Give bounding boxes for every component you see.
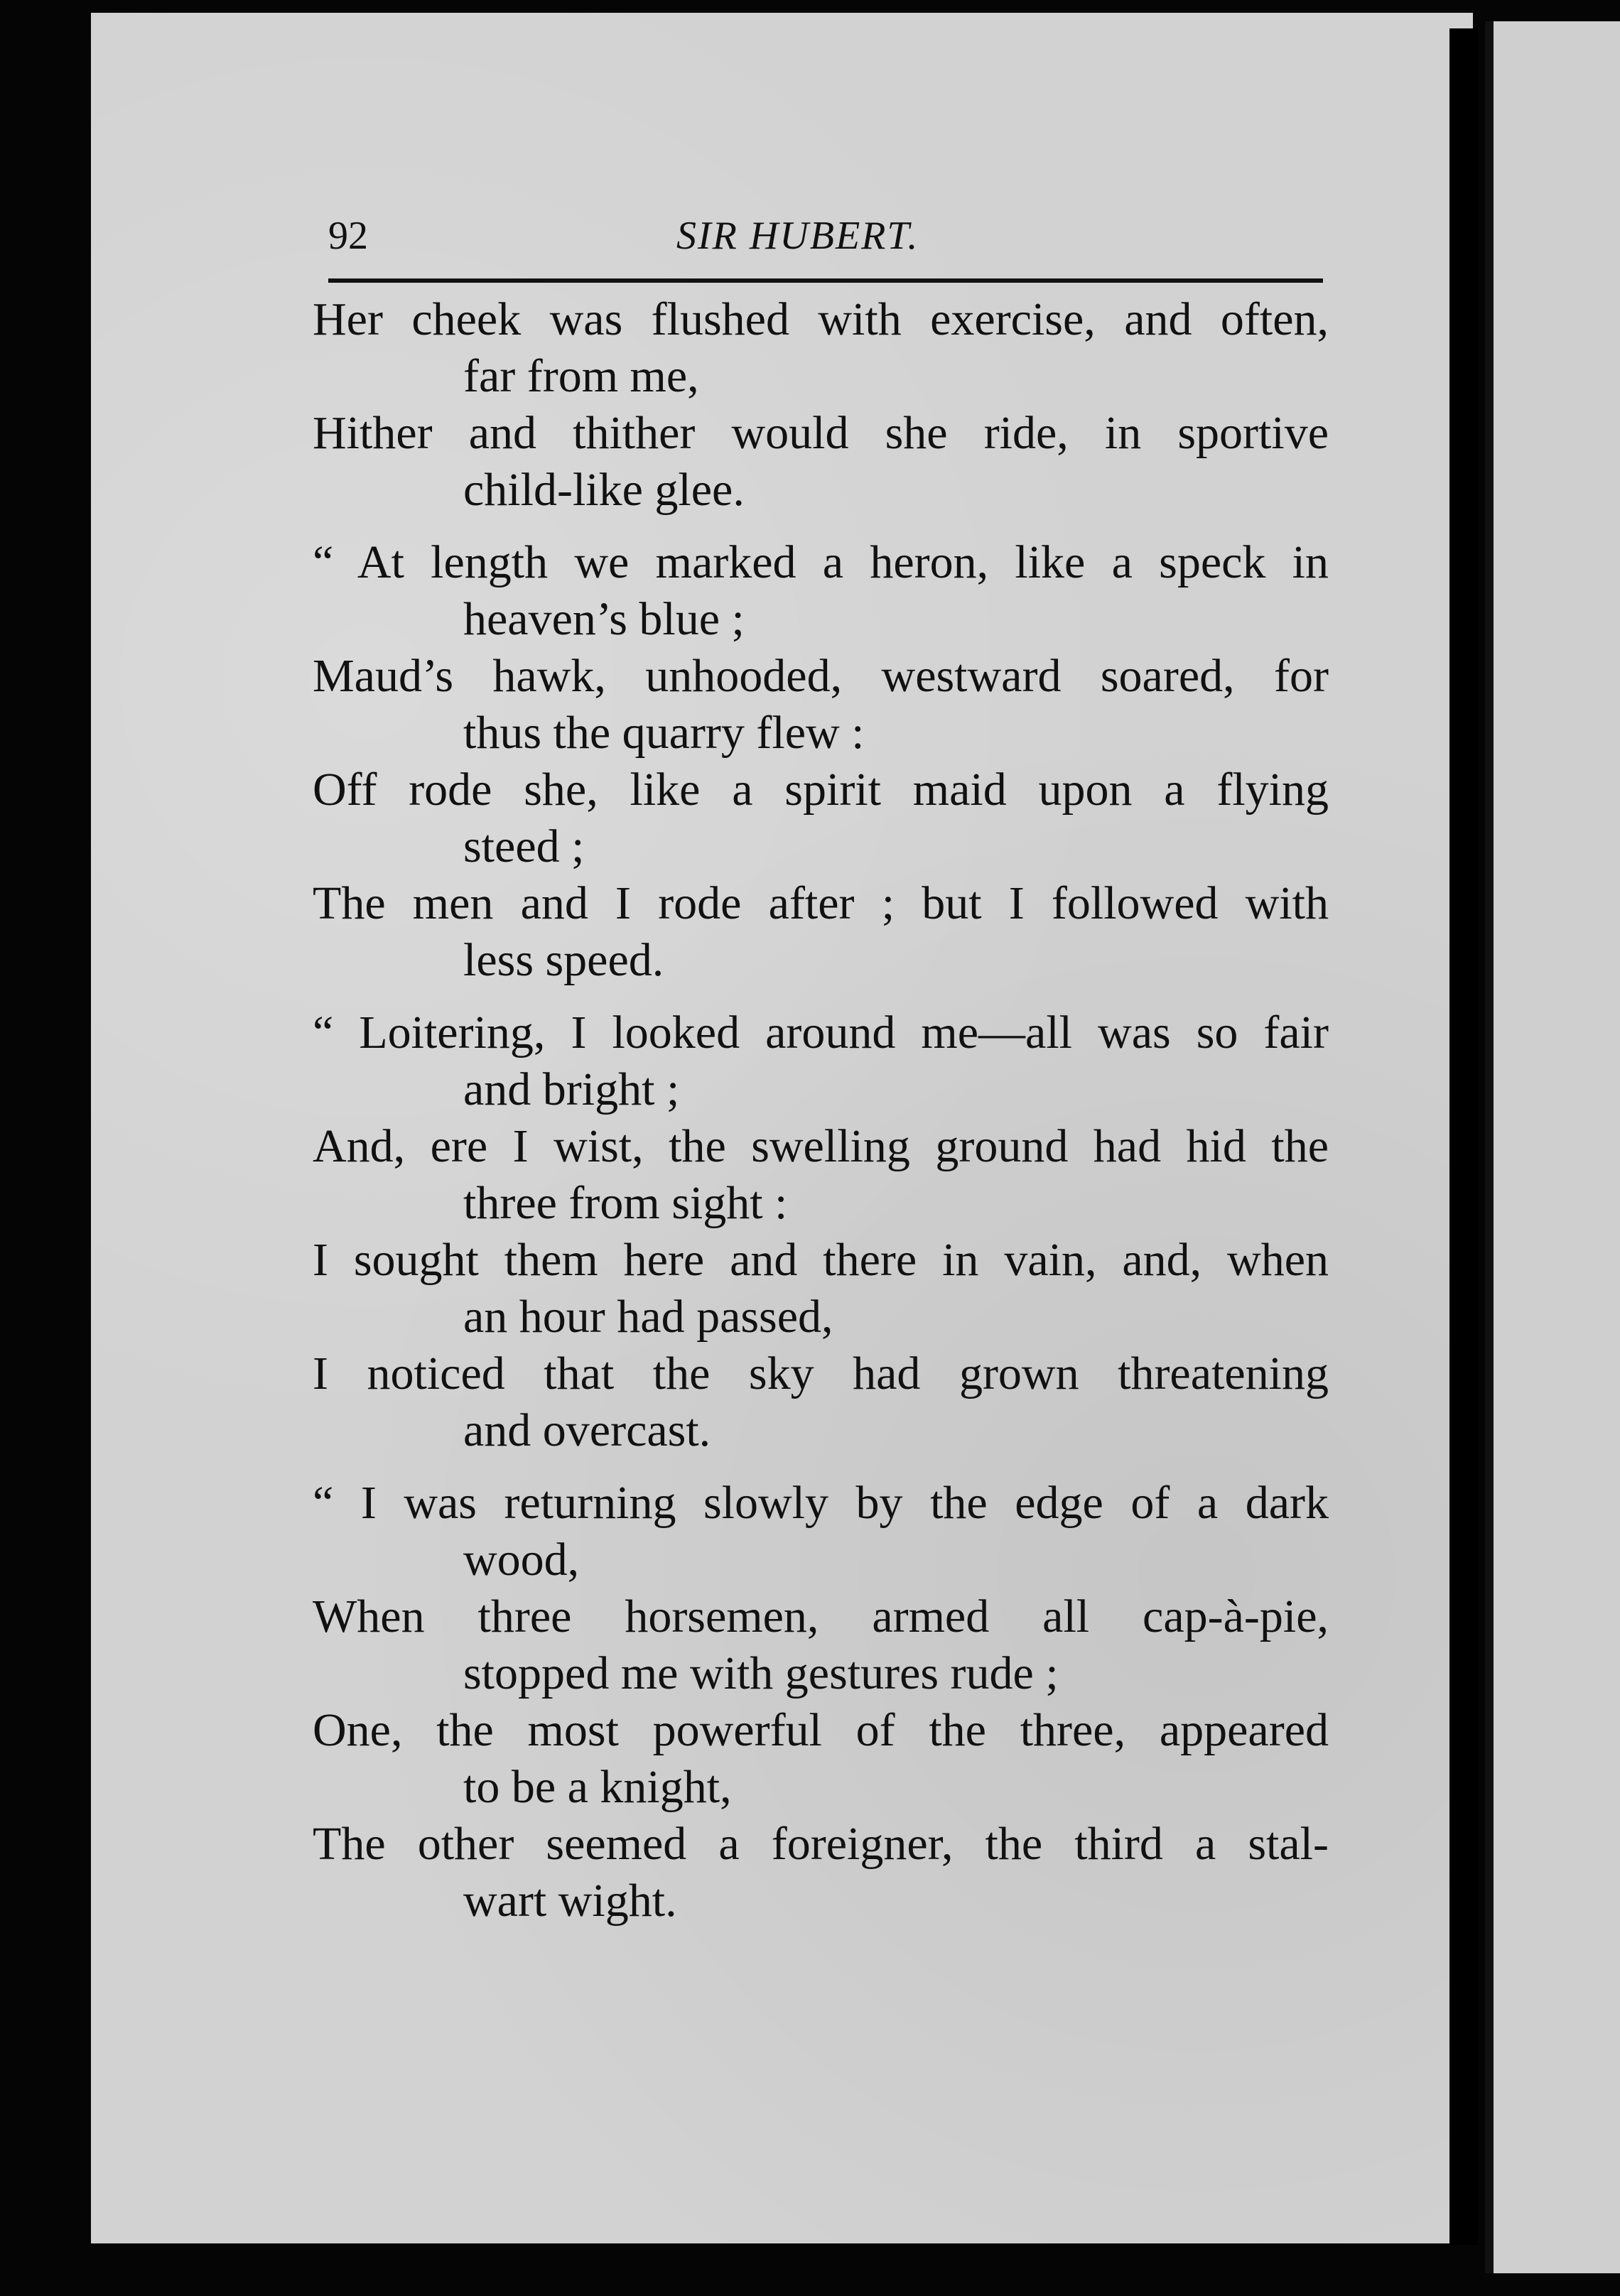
- verse-line: Maud’s hawk, unhooded, westward soared, for: [313, 650, 1329, 702]
- verse-continuation: wood,: [463, 1534, 580, 1586]
- running-header: [328, 213, 1323, 270]
- verse-line: The other seemed a foreigner, the third a stal-: [313, 1818, 1329, 1870]
- verse-line: I noticed that the sky had grown threatening: [313, 1348, 1329, 1399]
- stanza: [313, 1475, 1329, 1929]
- verse-continuation: heaven’s blue ;: [463, 593, 745, 645]
- verse-continuation: an hour had passed,: [463, 1291, 833, 1343]
- verse-continuation: and bright ;: [463, 1063, 680, 1115]
- verse-line: The men and I rode after ; but I followed with: [313, 877, 1329, 929]
- verse-line: I sought them here and there in vain, and, when: [313, 1234, 1329, 1286]
- header-rule: [328, 278, 1323, 283]
- verse-continuation: less speed.: [463, 934, 664, 986]
- verse-continuation: wart wight.: [463, 1875, 677, 1927]
- page-gutter-shadow: [1449, 28, 1478, 2245]
- verse-continuation: steed ;: [463, 821, 585, 872]
- page-number: 92: [328, 214, 368, 258]
- stanza: [313, 1004, 1329, 1459]
- verse-line: Her cheek was flushed with exercise, and often,: [313, 293, 1329, 345]
- poem-text: [313, 291, 1329, 1945]
- verse-continuation: to be a knight,: [463, 1761, 732, 1813]
- verse-continuation: stopped me with gestures rude ;: [463, 1647, 1059, 1699]
- verse-line: “ At length we marked a heron, like a speck in: [313, 536, 1329, 588]
- next-page-edge: [1492, 21, 1620, 2273]
- verse-continuation: child-like glee.: [463, 464, 745, 516]
- verse-continuation: thus the quarry flew :: [463, 707, 865, 759]
- verse-line: Hither and thither would she ride, in sportive: [313, 407, 1329, 459]
- verse-continuation: and overcast.: [463, 1404, 711, 1456]
- running-title: SIR HUBERT.: [676, 214, 919, 258]
- verse-line: “ Loitering, I looked around me—all was so fair: [313, 1007, 1329, 1058]
- verse-continuation: three from sight :: [463, 1177, 788, 1229]
- stanza: [313, 534, 1329, 989]
- verse-line: Off rode she, like a spirit maid upon a flying: [313, 764, 1329, 816]
- stanza: [313, 291, 1329, 519]
- verse-line: One, the most powerful of the three, appeared: [313, 1704, 1329, 1756]
- next-page-gutter: [1485, 21, 1494, 2273]
- verse-line: And, ere I wist, the swelling ground had hid the: [313, 1120, 1329, 1172]
- verse-line: “ I was returning slowly by the edge of a dark: [313, 1477, 1329, 1529]
- verse-line: When three horsemen, armed all cap-à-pie,: [313, 1591, 1329, 1642]
- verse-continuation: far from me,: [463, 350, 699, 402]
